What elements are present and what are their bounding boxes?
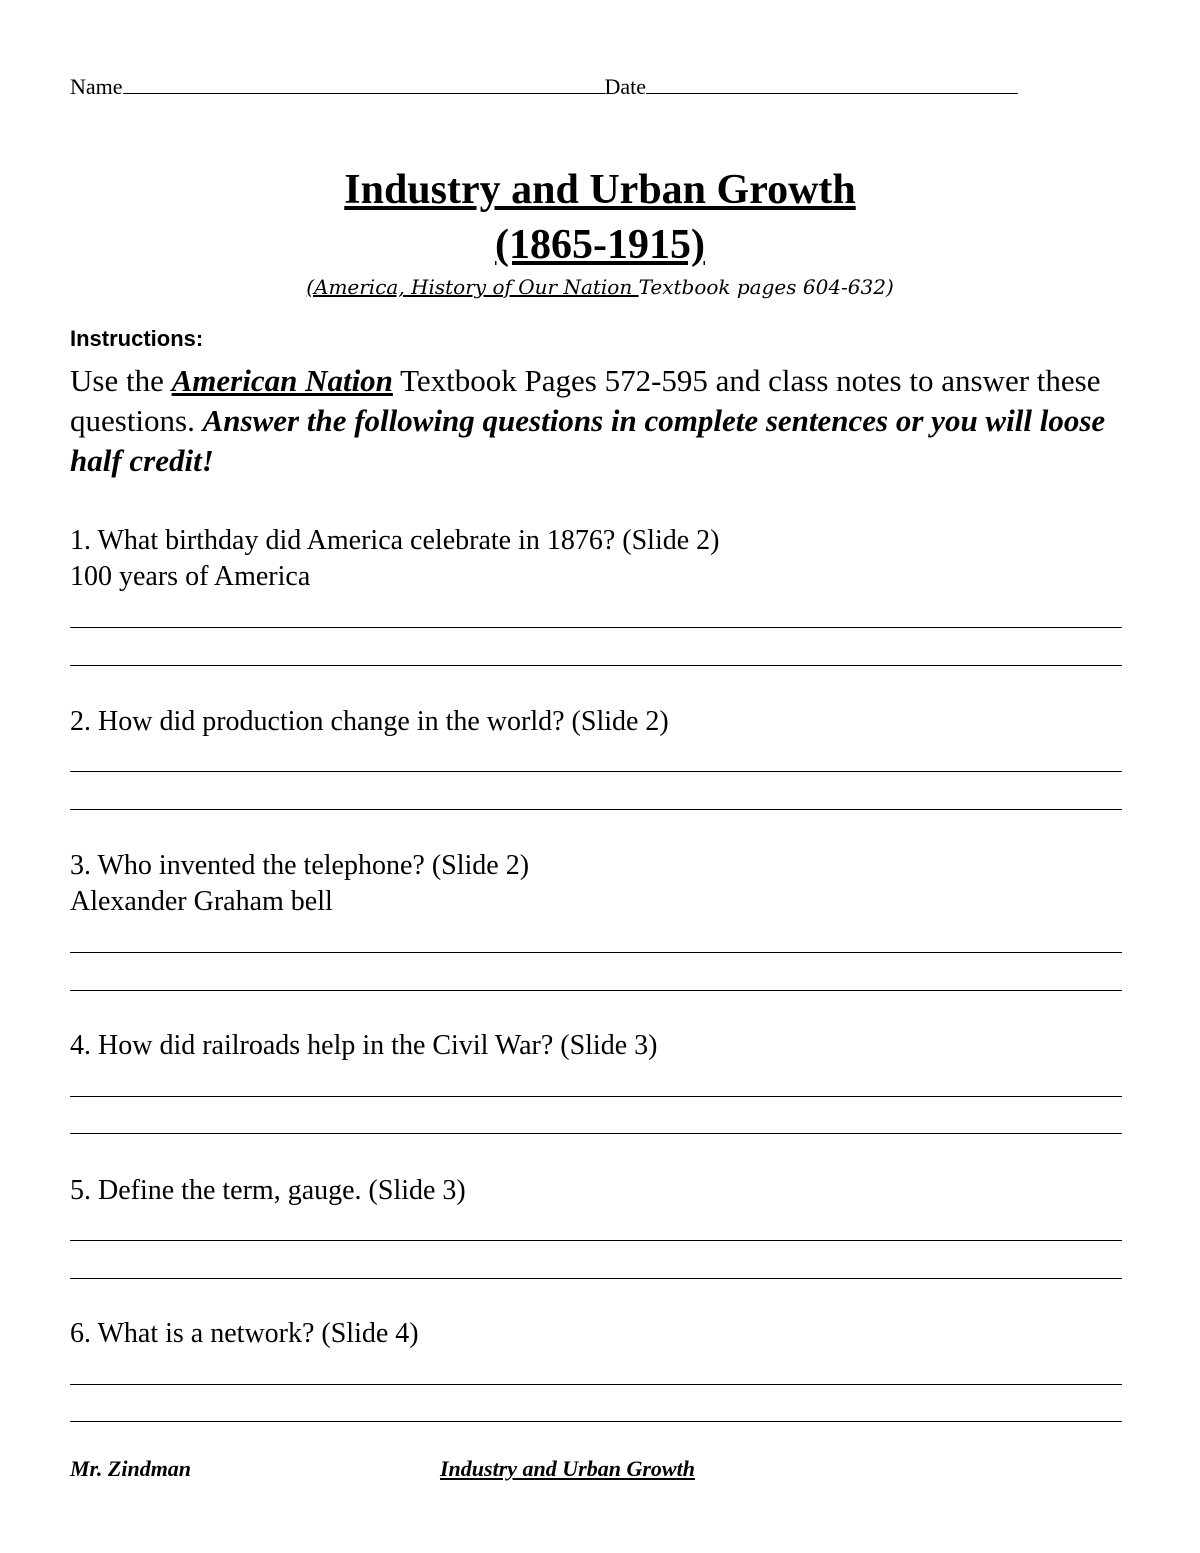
question-6: 6. What is a network? (Slide 4) [70, 1318, 419, 1349]
date-label: Date [604, 74, 647, 99]
textbook-title: (America, History of Our Nation [306, 275, 639, 299]
instructions-book: American Nation [171, 363, 393, 398]
question-4: 4. How did railroads help in the Civil War? (Slide 3) [70, 1030, 658, 1061]
question-2: 2. How did production change in the world? (Slide 2) [70, 706, 669, 737]
answer-1[interactable]: 100 years of America [70, 561, 311, 592]
answer-line[interactable] [70, 1240, 1122, 1241]
instructions-heading: Instructions: [70, 326, 204, 351]
answer-line[interactable] [70, 665, 1122, 666]
page-subtitle-years: (1865-1915) [495, 222, 705, 268]
question-5: 5. Define the term, gauge. (Slide 3) [70, 1175, 466, 1206]
name-label: Name [70, 74, 123, 99]
answer-line[interactable] [70, 627, 1122, 628]
answer-line[interactable] [70, 1384, 1122, 1385]
question-3: 3. Who invented the telephone? (Slide 2) [70, 850, 530, 881]
footer-teacher: Mr. Zindman [70, 1456, 192, 1481]
answer-line[interactable] [70, 1096, 1122, 1097]
question-1: 1. What birthday did America celebrate in 1876? (Slide 2) [70, 525, 720, 556]
answer-line[interactable] [70, 809, 1122, 810]
name-field[interactable] [70, 73, 1018, 101]
answer-line[interactable] [70, 771, 1122, 772]
instructions-part1: Use the [70, 363, 172, 398]
instructions-warning: Answer the following questions in complete sentences or you will loose half credit! [70, 403, 1106, 478]
footer-unit: Industry and Urban Growth [440, 1456, 695, 1481]
instructions-part2: Textbook Pages 572-595 and class notes to answer these questions. [70, 363, 1101, 438]
textbook-pages: Textbook pages 604-632) [638, 275, 894, 299]
name-blank[interactable] [123, 73, 605, 94]
textbook-reference [0, 274, 1200, 300]
answer-line[interactable] [70, 1278, 1122, 1279]
instructions-text [70, 361, 1130, 481]
date-blank[interactable] [646, 73, 1018, 94]
page-title: Industry and Urban Growth [344, 167, 856, 213]
answer-line[interactable] [70, 990, 1122, 991]
answer-3[interactable]: Alexander Graham bell [70, 886, 333, 917]
answer-line[interactable] [70, 1421, 1122, 1422]
answer-line[interactable] [70, 952, 1122, 953]
answer-line[interactable] [70, 1133, 1122, 1134]
